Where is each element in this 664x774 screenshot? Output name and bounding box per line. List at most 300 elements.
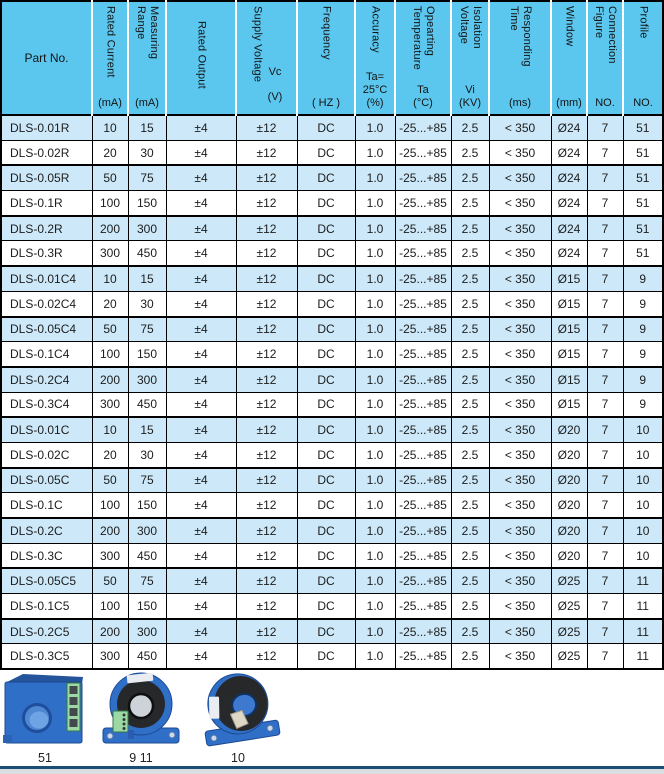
cell-isolation_voltage: 2.5 xyxy=(451,165,489,190)
cell-part_no: DLS-0.01R xyxy=(1,115,92,140)
cell-part_no: DLS-0.1C5 xyxy=(1,594,92,619)
cell-part_no: DLS-0.05C5 xyxy=(1,568,92,593)
col-part-no xyxy=(1,1,92,115)
cell-frequency: DC xyxy=(297,191,355,216)
cell-connection_figure: 7 xyxy=(587,291,623,316)
cell-rated_output: ±4 xyxy=(166,241,236,266)
cell-connection_figure: 7 xyxy=(587,165,623,190)
cell-operating_temperature: -25...+85 xyxy=(395,417,451,442)
cell-profile: 9 xyxy=(623,392,663,417)
cell-supply_voltage: ±12 xyxy=(236,568,297,593)
table-row xyxy=(1,291,663,316)
product-label: 9 11 xyxy=(129,751,153,766)
cell-isolation_voltage: 2.5 xyxy=(451,468,489,493)
cell-frequency: DC xyxy=(297,317,355,342)
cell-responding_time: < 350 xyxy=(489,291,551,316)
cell-connection_figure: 7 xyxy=(587,216,623,241)
cell-responding_time: < 350 xyxy=(489,191,551,216)
cell-profile: 10 xyxy=(623,518,663,543)
cell-frequency: DC xyxy=(297,291,355,316)
cell-accuracy: 1.0 xyxy=(355,191,395,216)
cell-rated_current: 300 xyxy=(92,644,128,669)
cell-rated_current: 10 xyxy=(92,115,128,140)
cell-isolation_voltage: 2.5 xyxy=(451,191,489,216)
cell-window: Ø15 xyxy=(551,367,587,392)
cell-measuring_range: 75 xyxy=(128,568,166,593)
cell-rated_output: ±4 xyxy=(166,619,236,644)
col-isolation-voltage-unit: (KV) xyxy=(459,97,481,109)
cell-supply_voltage: ±12 xyxy=(236,468,297,493)
col-profile-label: Profile xyxy=(637,6,650,39)
cell-responding_time: < 350 xyxy=(489,442,551,467)
col-supply-voltage-symbol: Vc xyxy=(268,66,282,78)
cell-connection_figure: 7 xyxy=(587,191,623,216)
cell-rated_current: 300 xyxy=(92,392,128,417)
cell-supply_voltage: ±12 xyxy=(236,342,297,367)
cell-isolation_voltage: 2.5 xyxy=(451,417,489,442)
cell-connection_figure: 7 xyxy=(587,543,623,568)
table-row xyxy=(1,594,663,619)
cell-frequency: DC xyxy=(297,216,355,241)
product-photo-toroid-tilted xyxy=(195,671,281,765)
cell-rated_current: 100 xyxy=(92,191,128,216)
cell-frequency: DC xyxy=(297,543,355,568)
cell-responding_time: < 350 xyxy=(489,543,551,568)
cell-part_no: DLS-0.05R xyxy=(1,165,92,190)
cell-rated_output: ±4 xyxy=(166,543,236,568)
col-part-no-label: Part No. xyxy=(24,51,69,65)
cell-operating_temperature: -25...+85 xyxy=(395,216,451,241)
cell-operating_temperature: -25...+85 xyxy=(395,367,451,392)
cell-accuracy: 1.0 xyxy=(355,518,395,543)
cell-rated_current: 50 xyxy=(92,568,128,593)
cell-accuracy: 1.0 xyxy=(355,367,395,392)
cell-rated_current: 200 xyxy=(92,216,128,241)
cell-profile: 10 xyxy=(623,442,663,467)
cell-frequency: DC xyxy=(297,342,355,367)
cell-part_no: DLS-0.1C4 xyxy=(1,342,92,367)
cell-rated_current: 100 xyxy=(92,342,128,367)
col-isolation-voltage-label: Isolation Voltage xyxy=(458,6,483,49)
cell-part_no: DLS-0.1R xyxy=(1,191,92,216)
cell-accuracy: 1.0 xyxy=(355,241,395,266)
cell-isolation_voltage: 2.5 xyxy=(451,367,489,392)
cell-accuracy: 1.0 xyxy=(355,266,395,291)
cell-connection_figure: 7 xyxy=(587,417,623,442)
cell-accuracy: 1.0 xyxy=(355,392,395,417)
table-row xyxy=(1,392,663,417)
cell-isolation_voltage: 2.5 xyxy=(451,543,489,568)
cell-supply_voltage: ±12 xyxy=(236,442,297,467)
cell-profile: 51 xyxy=(623,115,663,140)
cell-responding_time: < 350 xyxy=(489,317,551,342)
cell-rated_current: 50 xyxy=(92,165,128,190)
cell-part_no: DLS-0.2R xyxy=(1,216,92,241)
cell-window: Ø25 xyxy=(551,644,587,669)
col-rated-current-unit: (mA) xyxy=(98,97,122,109)
cell-rated_current: 20 xyxy=(92,291,128,316)
col-connection-figure xyxy=(587,1,623,115)
cell-frequency: DC xyxy=(297,493,355,518)
cell-frequency: DC xyxy=(297,115,355,140)
cell-part_no: DLS-0.3C4 xyxy=(1,392,92,417)
cell-supply_voltage: ±12 xyxy=(236,417,297,442)
cell-supply_voltage: ±12 xyxy=(236,191,297,216)
cell-accuracy: 1.0 xyxy=(355,216,395,241)
cell-rated_output: ±4 xyxy=(166,367,236,392)
cell-operating_temperature: -25...+85 xyxy=(395,392,451,417)
cell-connection_figure: 7 xyxy=(587,594,623,619)
cell-window: Ø15 xyxy=(551,342,587,367)
col-window-unit: (mm) xyxy=(556,97,582,109)
cell-profile: 51 xyxy=(623,241,663,266)
cell-isolation_voltage: 2.5 xyxy=(451,317,489,342)
cell-responding_time: < 350 xyxy=(489,518,551,543)
col-window xyxy=(551,1,587,115)
cell-frequency: DC xyxy=(297,619,355,644)
cell-rated_output: ±4 xyxy=(166,568,236,593)
cell-window: Ø20 xyxy=(551,442,587,467)
cell-profile: 9 xyxy=(623,367,663,392)
cell-part_no: DLS-0.02C4 xyxy=(1,291,92,316)
product-photo-box-sensor xyxy=(3,671,87,765)
col-supply-voltage-label: Supply Voltage xyxy=(251,6,264,83)
cell-isolation_voltage: 2.5 xyxy=(451,291,489,316)
cell-connection_figure: 7 xyxy=(587,644,623,669)
cell-responding_time: < 350 xyxy=(489,115,551,140)
cell-profile: 10 xyxy=(623,417,663,442)
header-row xyxy=(1,1,663,115)
cell-window: Ø24 xyxy=(551,140,587,165)
table-row xyxy=(1,216,663,241)
cell-operating_temperature: -25...+85 xyxy=(395,342,451,367)
cell-supply_voltage: ±12 xyxy=(236,291,297,316)
cell-isolation_voltage: 2.5 xyxy=(451,568,489,593)
cell-rated_current: 100 xyxy=(92,594,128,619)
cell-frequency: DC xyxy=(297,417,355,442)
cell-isolation_voltage: 2.5 xyxy=(451,392,489,417)
cell-measuring_range: 75 xyxy=(128,165,166,190)
cell-part_no: DLS-0.02R xyxy=(1,140,92,165)
cell-responding_time: < 350 xyxy=(489,493,551,518)
col-isolation-voltage xyxy=(451,1,489,115)
cell-frequency: DC xyxy=(297,241,355,266)
cell-part_no: DLS-0.01C4 xyxy=(1,266,92,291)
cell-connection_figure: 7 xyxy=(587,392,623,417)
col-responding-time-unit: (ms) xyxy=(509,97,531,109)
cell-operating_temperature: -25...+85 xyxy=(395,266,451,291)
cell-responding_time: < 350 xyxy=(489,266,551,291)
cell-rated_current: 20 xyxy=(92,140,128,165)
cell-rated_output: ±4 xyxy=(166,594,236,619)
cell-rated_output: ±4 xyxy=(166,518,236,543)
cell-frequency: DC xyxy=(297,442,355,467)
cell-measuring_range: 150 xyxy=(128,594,166,619)
col-profile-unit: NO. xyxy=(633,97,653,109)
cell-accuracy: 1.0 xyxy=(355,619,395,644)
cell-window: Ø15 xyxy=(551,392,587,417)
col-connection-figure-unit: NO. xyxy=(595,97,615,109)
cell-operating_temperature: -25...+85 xyxy=(395,191,451,216)
cell-responding_time: < 350 xyxy=(489,392,551,417)
cell-measuring_range: 75 xyxy=(128,468,166,493)
cell-operating_temperature: -25...+85 xyxy=(395,644,451,669)
cell-measuring_range: 450 xyxy=(128,543,166,568)
cell-part_no: DLS-0.02C xyxy=(1,442,92,467)
cell-accuracy: 1.0 xyxy=(355,594,395,619)
cell-window: Ø25 xyxy=(551,619,587,644)
cell-connection_figure: 7 xyxy=(587,367,623,392)
cell-window: Ø24 xyxy=(551,216,587,241)
cell-connection_figure: 7 xyxy=(587,115,623,140)
cell-supply_voltage: ±12 xyxy=(236,644,297,669)
cell-window: Ø25 xyxy=(551,568,587,593)
cell-window: Ø24 xyxy=(551,191,587,216)
footer-strip xyxy=(0,769,664,774)
cell-part_no: DLS-0.3R xyxy=(1,241,92,266)
cell-supply_voltage: ±12 xyxy=(236,266,297,291)
spec-table-body xyxy=(1,115,663,669)
cell-connection_figure: 7 xyxy=(587,468,623,493)
table-row xyxy=(1,115,663,140)
cell-profile: 11 xyxy=(623,644,663,669)
cell-measuring_range: 30 xyxy=(128,291,166,316)
cell-supply_voltage: ±12 xyxy=(236,367,297,392)
cell-supply_voltage: ±12 xyxy=(236,241,297,266)
cell-responding_time: < 350 xyxy=(489,417,551,442)
cell-measuring_range: 300 xyxy=(128,619,166,644)
cell-rated_current: 50 xyxy=(92,468,128,493)
cell-operating_temperature: -25...+85 xyxy=(395,442,451,467)
cell-accuracy: 1.0 xyxy=(355,644,395,669)
cell-frequency: DC xyxy=(297,367,355,392)
cell-frequency: DC xyxy=(297,644,355,669)
cell-isolation_voltage: 2.5 xyxy=(451,241,489,266)
cell-rated_output: ±4 xyxy=(166,342,236,367)
col-responding-time-label: Responding Time xyxy=(508,6,533,67)
cell-operating_temperature: -25...+85 xyxy=(395,140,451,165)
cell-connection_figure: 7 xyxy=(587,266,623,291)
cell-operating_temperature: -25...+85 xyxy=(395,317,451,342)
cell-measuring_range: 75 xyxy=(128,317,166,342)
table-row xyxy=(1,543,663,568)
cell-frequency: DC xyxy=(297,140,355,165)
cell-responding_time: < 350 xyxy=(489,216,551,241)
cell-operating_temperature: -25...+85 xyxy=(395,165,451,190)
col-connection-figure-label: Connection Figure xyxy=(593,6,618,64)
col-accuracy-condition: Ta= xyxy=(365,71,385,83)
cell-part_no: DLS-0.3C xyxy=(1,543,92,568)
cell-responding_time: < 350 xyxy=(489,468,551,493)
cell-profile: 11 xyxy=(623,619,663,644)
cell-accuracy: 1.0 xyxy=(355,568,395,593)
col-rated-current-label: Rated Current xyxy=(104,6,117,78)
cell-supply_voltage: ±12 xyxy=(236,165,297,190)
cell-accuracy: 1.0 xyxy=(355,442,395,467)
cell-connection_figure: 7 xyxy=(587,619,623,644)
cell-operating_temperature: -25...+85 xyxy=(395,493,451,518)
cell-rated_output: ±4 xyxy=(166,191,236,216)
cell-accuracy: 1.0 xyxy=(355,493,395,518)
cell-connection_figure: 7 xyxy=(587,342,623,367)
cell-supply_voltage: ±12 xyxy=(236,594,297,619)
cell-operating_temperature: -25...+85 xyxy=(395,468,451,493)
table-row xyxy=(1,493,663,518)
table-row xyxy=(1,442,663,467)
table-row xyxy=(1,266,663,291)
cell-measuring_range: 450 xyxy=(128,241,166,266)
cell-connection_figure: 7 xyxy=(587,317,623,342)
cell-responding_time: < 350 xyxy=(489,568,551,593)
cell-isolation_voltage: 2.5 xyxy=(451,518,489,543)
cell-accuracy: 1.0 xyxy=(355,291,395,316)
cell-connection_figure: 7 xyxy=(587,241,623,266)
table-row xyxy=(1,468,663,493)
col-measuring-range xyxy=(128,1,166,115)
cell-rated_output: ±4 xyxy=(166,140,236,165)
cell-profile: 10 xyxy=(623,543,663,568)
table-row xyxy=(1,518,663,543)
cell-rated_output: ±4 xyxy=(166,417,236,442)
cell-rated_output: ±4 xyxy=(166,317,236,342)
col-accuracy-label: Accuracy xyxy=(369,6,382,53)
col-frequency-label: Frequency xyxy=(320,6,333,60)
cell-operating_temperature: -25...+85 xyxy=(395,568,451,593)
toroid-sensor-image xyxy=(101,671,181,749)
cell-rated_current: 10 xyxy=(92,266,128,291)
cell-responding_time: < 350 xyxy=(489,165,551,190)
col-supply-voltage-unit: (V) xyxy=(267,91,283,103)
cell-rated_output: ±4 xyxy=(166,644,236,669)
cell-supply_voltage: ±12 xyxy=(236,493,297,518)
cell-operating_temperature: -25...+85 xyxy=(395,115,451,140)
cell-supply_voltage: ±12 xyxy=(236,216,297,241)
cell-window: Ø20 xyxy=(551,543,587,568)
cell-isolation_voltage: 2.5 xyxy=(451,493,489,518)
cell-part_no: DLS-0.01C xyxy=(1,417,92,442)
cell-rated_output: ±4 xyxy=(166,216,236,241)
cell-frequency: DC xyxy=(297,165,355,190)
cell-accuracy: 1.0 xyxy=(355,417,395,442)
col-operating-temperature-unit: (°C) xyxy=(413,97,433,109)
cell-profile: 11 xyxy=(623,594,663,619)
cell-part_no: DLS-0.1C xyxy=(1,493,92,518)
col-supply-voltage xyxy=(236,1,297,115)
table-row xyxy=(1,568,663,593)
cell-operating_temperature: -25...+85 xyxy=(395,543,451,568)
cell-accuracy: 1.0 xyxy=(355,115,395,140)
cell-connection_figure: 7 xyxy=(587,568,623,593)
cell-rated_current: 200 xyxy=(92,619,128,644)
cell-window: Ø25 xyxy=(551,594,587,619)
cell-measuring_range: 15 xyxy=(128,266,166,291)
cell-window: Ø20 xyxy=(551,468,587,493)
cell-profile: 9 xyxy=(623,266,663,291)
cell-window: Ø20 xyxy=(551,417,587,442)
table-row xyxy=(1,191,663,216)
cell-isolation_voltage: 2.5 xyxy=(451,644,489,669)
cell-measuring_range: 300 xyxy=(128,518,166,543)
cell-isolation_voltage: 2.5 xyxy=(451,594,489,619)
cell-measuring_range: 15 xyxy=(128,115,166,140)
cell-profile: 51 xyxy=(623,140,663,165)
col-measuring-range-unit: (mA) xyxy=(135,97,159,109)
cell-measuring_range: 300 xyxy=(128,216,166,241)
cell-isolation_voltage: 2.5 xyxy=(451,342,489,367)
cell-responding_time: < 350 xyxy=(489,241,551,266)
cell-operating_temperature: -25...+85 xyxy=(395,518,451,543)
cell-measuring_range: 450 xyxy=(128,392,166,417)
cell-rated_output: ±4 xyxy=(166,493,236,518)
cell-supply_voltage: ±12 xyxy=(236,543,297,568)
cell-profile: 51 xyxy=(623,165,663,190)
col-measuring-range-label: Measuring Range xyxy=(135,6,160,60)
cell-rated_current: 200 xyxy=(92,367,128,392)
cell-operating_temperature: -25...+85 xyxy=(395,241,451,266)
table-row xyxy=(1,644,663,669)
cell-profile: 9 xyxy=(623,291,663,316)
col-frequency xyxy=(297,1,355,115)
cell-window: Ø15 xyxy=(551,266,587,291)
cell-part_no: DLS-0.05C xyxy=(1,468,92,493)
cell-operating_temperature: -25...+85 xyxy=(395,619,451,644)
table-row xyxy=(1,417,663,442)
cell-rated_current: 300 xyxy=(92,543,128,568)
cell-connection_figure: 7 xyxy=(587,493,623,518)
cell-frequency: DC xyxy=(297,594,355,619)
cell-accuracy: 1.0 xyxy=(355,165,395,190)
cell-accuracy: 1.0 xyxy=(355,543,395,568)
col-responding-time xyxy=(489,1,551,115)
cell-part_no: DLS-0.05C4 xyxy=(1,317,92,342)
product-label: 51 xyxy=(38,751,52,766)
cell-frequency: DC xyxy=(297,392,355,417)
cell-window: Ø20 xyxy=(551,493,587,518)
cell-responding_time: < 350 xyxy=(489,342,551,367)
cell-measuring_range: 30 xyxy=(128,442,166,467)
cell-part_no: DLS-0.2C4 xyxy=(1,367,92,392)
cell-rated_output: ±4 xyxy=(166,468,236,493)
table-row xyxy=(1,342,663,367)
cell-rated_current: 100 xyxy=(92,493,128,518)
cell-measuring_range: 150 xyxy=(128,342,166,367)
cell-responding_time: < 350 xyxy=(489,619,551,644)
product-gallery xyxy=(3,673,664,765)
cell-connection_figure: 7 xyxy=(587,140,623,165)
cell-rated_output: ±4 xyxy=(166,266,236,291)
col-window-label: Window xyxy=(563,6,576,47)
cell-isolation_voltage: 2.5 xyxy=(451,442,489,467)
cell-profile: 51 xyxy=(623,191,663,216)
col-rated-current xyxy=(92,1,128,115)
box-sensor-image xyxy=(3,671,87,749)
col-operating-temperature-symbol: Ta xyxy=(417,84,429,96)
col-profile xyxy=(623,1,663,115)
table-row xyxy=(1,619,663,644)
cell-measuring_range: 150 xyxy=(128,191,166,216)
cell-rated_current: 20 xyxy=(92,442,128,467)
cell-frequency: DC xyxy=(297,468,355,493)
cell-supply_voltage: ±12 xyxy=(236,317,297,342)
col-operating-temperature-label: Opearting Temperature xyxy=(411,6,436,70)
cell-responding_time: < 350 xyxy=(489,644,551,669)
cell-supply_voltage: ±12 xyxy=(236,518,297,543)
cell-rated_output: ±4 xyxy=(166,115,236,140)
toroid-tilted-sensor-image xyxy=(195,671,281,749)
cell-connection_figure: 7 xyxy=(587,442,623,467)
col-frequency-unit: ( HZ ) xyxy=(311,97,341,109)
cell-frequency: DC xyxy=(297,266,355,291)
